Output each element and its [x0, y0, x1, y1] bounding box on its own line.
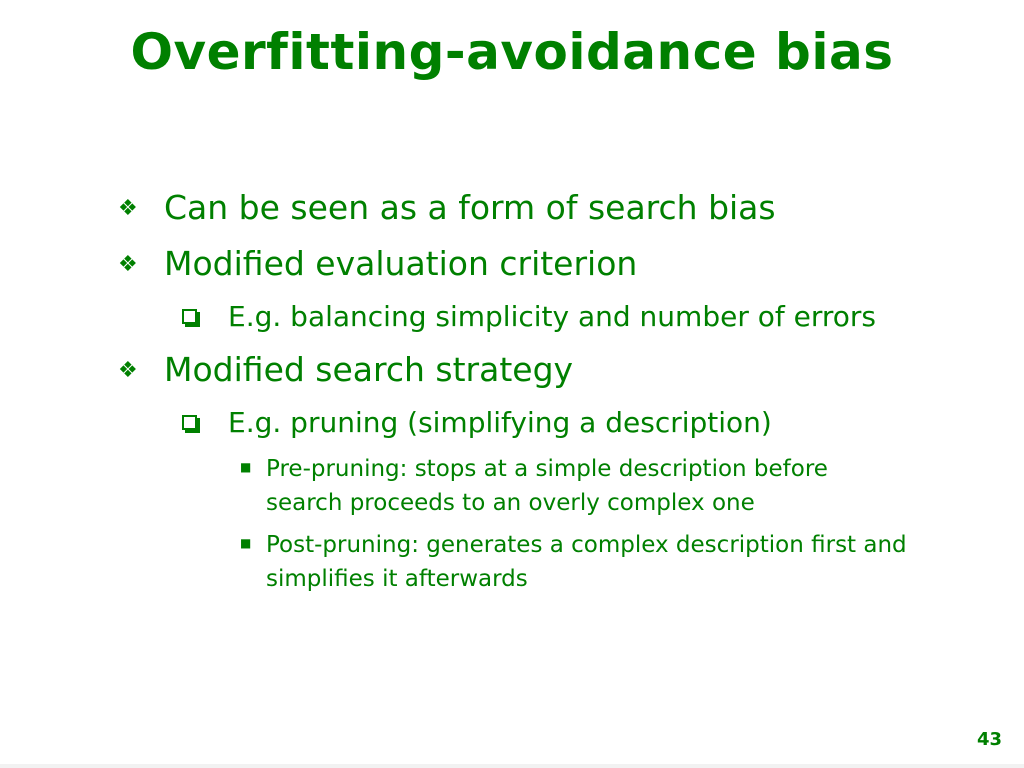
four-diamond-icon: ❖: [118, 252, 138, 277]
slide-title: Overfitting-avoidance bias: [130, 23, 894, 81]
bullet-level3: [240, 528, 920, 596]
bullet-level1: [118, 244, 637, 283]
bullet-level3: [240, 452, 920, 520]
bullet-text: E.g. balancing simplicity and number of errors: [228, 300, 876, 333]
bullet-level1: [118, 188, 776, 227]
page-number: 43: [976, 729, 1002, 750]
checkbox-icon: [178, 411, 228, 436]
bullet-text: Modified search strategy: [164, 350, 574, 389]
bullet-text: Modified evaluation criterion: [164, 244, 638, 283]
square-bullet-icon: ■: [240, 460, 252, 474]
four-diamond-icon: ❖: [118, 358, 138, 383]
checkbox-icon: [178, 305, 228, 330]
bullet-text: Post-pruning: generates a complex description first and simplifies it afterwards: [266, 532, 907, 592]
bullet-text: E.g. pruning (simplifying a description): [228, 406, 772, 439]
square-bullet-icon: ■: [240, 536, 252, 550]
four-diamond-icon: ❖: [118, 196, 138, 221]
bullet-text: Pre-pruning: stops at a simple description before search proceeds to an overly complex one: [266, 456, 828, 516]
bullet-level1: [118, 350, 573, 389]
footer-divider: [0, 764, 1024, 768]
bullet-level2: [178, 406, 772, 439]
bullet-text: Can be seen as a form of search bias: [164, 188, 776, 227]
bullet-level2: [178, 300, 876, 333]
